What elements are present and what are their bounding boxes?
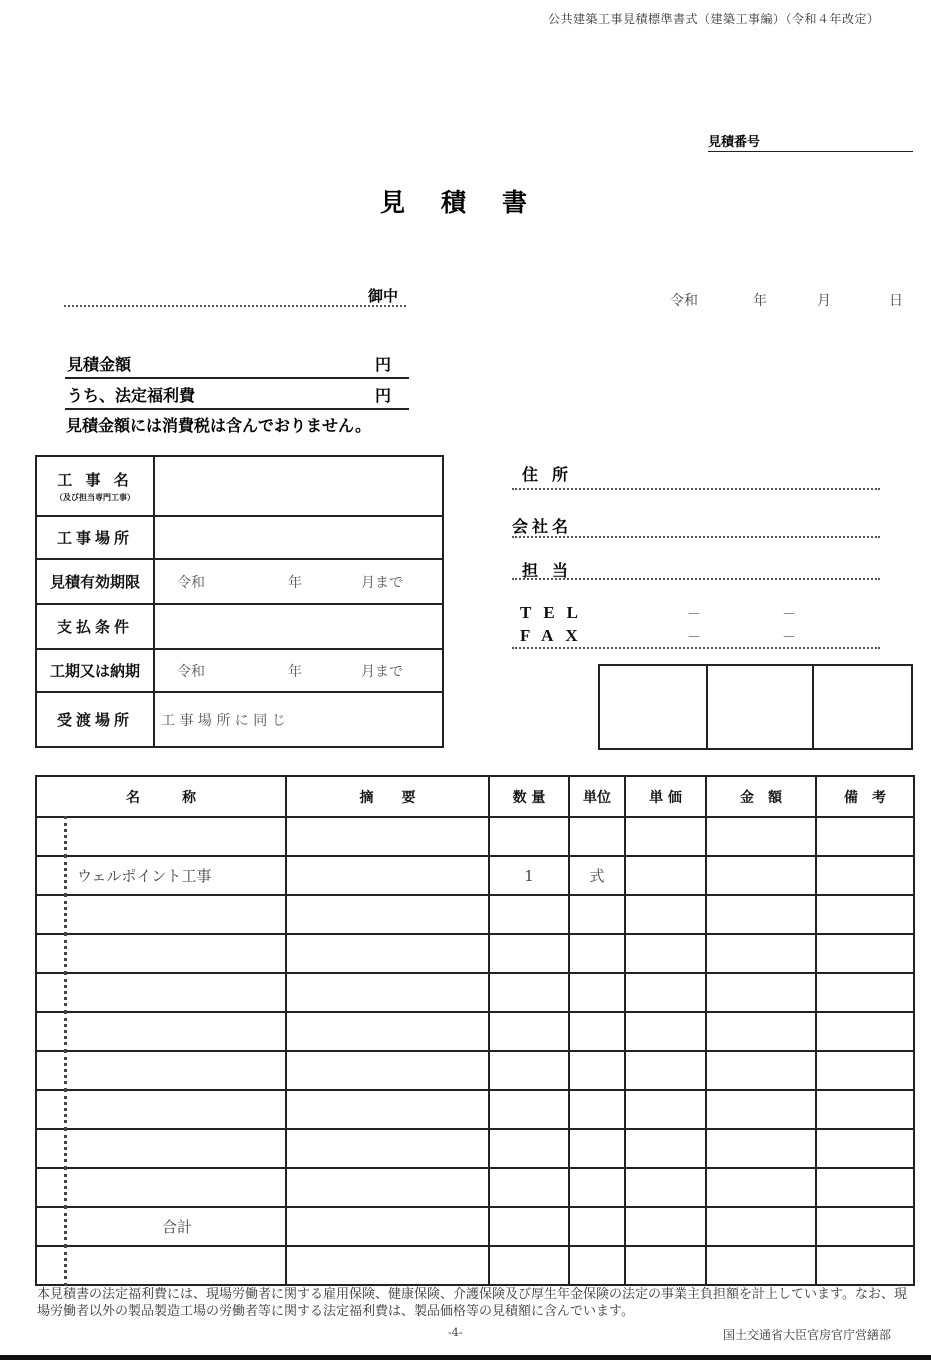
- item-amount-cell[interactable]: [706, 1090, 816, 1129]
- table-row: [36, 1012, 914, 1051]
- item-amount-cell[interactable]: [706, 1051, 816, 1090]
- item-summary-cell[interactable]: [286, 973, 489, 1012]
- item-remarks-cell[interactable]: [816, 934, 914, 973]
- item-name-cell[interactable]: ウェルポイント工事: [36, 856, 286, 895]
- validity-year: 年: [288, 574, 302, 591]
- stamp-box-1[interactable]: [598, 664, 708, 750]
- document-title: 見積書: [380, 188, 564, 217]
- period-era: 令和: [177, 663, 205, 680]
- item-amount-cell[interactable]: [706, 973, 816, 1012]
- item-remarks-cell[interactable]: [816, 1090, 914, 1129]
- item-unit-cell[interactable]: [569, 895, 625, 934]
- table-row: [36, 895, 914, 934]
- item-amount-cell[interactable]: [706, 856, 816, 895]
- item-summary-cell[interactable]: [286, 1090, 489, 1129]
- item-unit-cell[interactable]: [569, 934, 625, 973]
- item-unit-cell[interactable]: [569, 1090, 625, 1129]
- item-name-cell[interactable]: 合計: [36, 1207, 286, 1246]
- item-quantity-cell[interactable]: [489, 1129, 569, 1168]
- item-remarks-cell[interactable]: [816, 856, 914, 895]
- estimate-number-label: 見積番号: [708, 135, 761, 150]
- project-info-table: [35, 455, 444, 748]
- item-remarks-cell[interactable]: [816, 895, 914, 934]
- info-row-site: [36, 516, 443, 559]
- project-name-field[interactable]: [154, 456, 443, 516]
- validity-field[interactable]: [154, 559, 443, 604]
- item-summary-cell[interactable]: [286, 856, 489, 895]
- table-row: [36, 934, 914, 973]
- item-summary-cell[interactable]: [286, 1051, 489, 1090]
- total-row: [36, 1207, 914, 1246]
- item-name-cell[interactable]: [36, 973, 286, 1012]
- item-summary-cell[interactable]: [286, 1168, 489, 1207]
- address-label: 住所: [522, 465, 583, 484]
- info-row-delivery: [36, 692, 443, 747]
- table-row: [36, 856, 914, 895]
- item-amount-cell[interactable]: [706, 1129, 816, 1168]
- info-row-payment: [36, 604, 443, 649]
- col-header-remarks: 備 考: [816, 776, 914, 817]
- company-field[interactable]: [512, 514, 880, 538]
- tel-label: TEL: [520, 603, 591, 622]
- date-month: 月: [817, 293, 831, 309]
- item-unit-cell[interactable]: [569, 1012, 625, 1051]
- fax-dash-1: －: [687, 630, 701, 646]
- item-amount-cell[interactable]: [706, 1246, 816, 1285]
- delivery-place-value: 工 事 場 所 に 同 じ: [161, 712, 286, 729]
- item-amount-cell[interactable]: [706, 1207, 816, 1246]
- item-unit-price-cell[interactable]: [625, 973, 706, 1012]
- date-era: 令和: [670, 293, 698, 309]
- validity-era: 令和: [177, 574, 205, 591]
- item-summary-cell[interactable]: [286, 1246, 489, 1285]
- validity-label: 見積有効期限: [36, 559, 154, 604]
- validity-month: 月まで: [361, 574, 403, 591]
- payment-terms-field[interactable]: [154, 604, 443, 649]
- item-unit-cell[interactable]: [569, 817, 625, 856]
- item-remarks-cell[interactable]: [816, 973, 914, 1012]
- tax-exclusion-note: 見積金額には消費税は含んでおりません。: [66, 416, 371, 435]
- table-row: [36, 1051, 914, 1090]
- item-name-cell[interactable]: [36, 1090, 286, 1129]
- item-remarks-cell[interactable]: [816, 1129, 914, 1168]
- table-row: [36, 1129, 914, 1168]
- item-name-cell[interactable]: [36, 895, 286, 934]
- legal-welfare-footnote: 本見積書の法定福利費には、現場労働者に関する雇用保険、健康保険、介護保険及び厚生年金保険の法定の事業主負担額を計上しています。なお、現場労働者以外の製品製造工場の労働者等に関する法定福利費は、製品価格等の見積額に含んでいます。: [37, 1287, 907, 1319]
- form-standard-note: 公共建築工事見積標準書式（建築工事編）（令和４年改定）: [548, 12, 880, 26]
- item-unit-cell[interactable]: 式: [569, 856, 625, 895]
- period-label: 工期又は納期: [36, 649, 154, 692]
- item-quantity-cell[interactable]: [489, 895, 569, 934]
- estimate-amount-currency: 円: [374, 355, 391, 374]
- site-label: 工事場所: [36, 516, 154, 559]
- item-quantity-cell[interactable]: [489, 1012, 569, 1051]
- item-name-cell[interactable]: [36, 1051, 286, 1090]
- item-summary-cell[interactable]: [286, 817, 489, 856]
- person-label: 担当: [522, 561, 583, 580]
- date-year: 年: [753, 293, 767, 309]
- item-unit-cell[interactable]: [569, 1168, 625, 1207]
- item-unit-cell[interactable]: [569, 1129, 625, 1168]
- item-name-cell[interactable]: [36, 1168, 286, 1207]
- page-number: -4-: [448, 1326, 463, 1339]
- item-unit-price-cell[interactable]: [625, 1168, 706, 1207]
- item-summary-cell[interactable]: [286, 1129, 489, 1168]
- item-unit-cell[interactable]: [569, 973, 625, 1012]
- item-remarks-cell[interactable]: [816, 1012, 914, 1051]
- item-unit-price-cell[interactable]: [625, 856, 706, 895]
- period-year: 年: [288, 663, 302, 680]
- item-unit-price-cell[interactable]: [625, 1051, 706, 1090]
- site-field[interactable]: [154, 516, 443, 559]
- estimate-amount-label: 見積金額: [67, 355, 132, 374]
- stamp-box-2[interactable]: [704, 664, 814, 750]
- table-row: [36, 817, 914, 856]
- item-amount-cell[interactable]: [706, 1168, 816, 1207]
- fax-label: FAX: [520, 626, 590, 645]
- line-items-table: [35, 775, 915, 1286]
- fax-dash-2: －: [782, 630, 796, 646]
- item-quantity-cell[interactable]: 1: [489, 856, 569, 895]
- table-row: [36, 1246, 914, 1285]
- project-name-sublabel: （及び担当専門工事）: [55, 493, 135, 502]
- item-amount-cell[interactable]: [706, 817, 816, 856]
- date-day: 日: [889, 293, 903, 309]
- delivery-place-field[interactable]: [154, 692, 443, 747]
- item-name-cell[interactable]: [36, 1129, 286, 1168]
- item-unit-cell[interactable]: [569, 1246, 625, 1285]
- item-unit-cell[interactable]: [569, 1207, 625, 1246]
- item-remarks-cell[interactable]: [816, 817, 914, 856]
- welfare-cost-row[interactable]: [65, 378, 409, 410]
- item-summary-cell[interactable]: [286, 1012, 489, 1051]
- tel-dash-1: －: [687, 607, 701, 623]
- item-remarks-cell[interactable]: [816, 1051, 914, 1090]
- period-month: 月まで: [361, 663, 403, 680]
- item-unit-price-cell[interactable]: [625, 1129, 706, 1168]
- item-unit-price-cell[interactable]: [625, 934, 706, 973]
- item-quantity-cell[interactable]: [489, 1207, 569, 1246]
- stamp-box-3[interactable]: [812, 664, 913, 750]
- tel-dash-2: －: [782, 607, 796, 623]
- period-field[interactable]: [154, 649, 443, 692]
- fax-line[interactable]: [512, 647, 880, 649]
- item-quantity-cell[interactable]: [489, 934, 569, 973]
- item-quantity-cell[interactable]: [489, 817, 569, 856]
- item-quantity-cell[interactable]: [489, 1051, 569, 1090]
- item-remarks-cell[interactable]: [816, 1246, 914, 1285]
- item-unit-price-cell[interactable]: [625, 817, 706, 856]
- estimate-amount-row[interactable]: [65, 347, 409, 379]
- item-unit-price-cell[interactable]: [625, 1090, 706, 1129]
- table-row: [36, 973, 914, 1012]
- welfare-cost-currency: 円: [374, 386, 391, 405]
- item-name-cell[interactable]: [36, 934, 286, 973]
- addressee-suffix: 御中: [367, 287, 398, 305]
- page-bottom-border: [0, 1355, 931, 1360]
- item-amount-cell[interactable]: [706, 1012, 816, 1051]
- item-summary-cell[interactable]: [286, 1207, 489, 1246]
- col-header-summary: 摘 要: [286, 776, 489, 817]
- company-label: 会社名: [512, 517, 573, 536]
- welfare-cost-label: うち、法定福利費: [67, 386, 196, 405]
- item-name-cell[interactable]: [36, 1246, 286, 1285]
- col-header-quantity: 数 量: [489, 776, 569, 817]
- delivery-place-label: 受渡場所: [36, 692, 154, 747]
- item-amount-cell[interactable]: [706, 934, 816, 973]
- item-quantity-cell[interactable]: [489, 1090, 569, 1129]
- issuing-department: 国土交通省大臣官房官庁営繕部: [723, 1328, 892, 1342]
- item-unit-price-cell[interactable]: [625, 1207, 706, 1246]
- item-unit-price-cell[interactable]: [625, 895, 706, 934]
- item-quantity-cell[interactable]: [489, 973, 569, 1012]
- item-quantity-cell[interactable]: [489, 1168, 569, 1207]
- table-row: [36, 1090, 914, 1129]
- item-remarks-cell[interactable]: [816, 1168, 914, 1207]
- col-header-unit-price: 単 価: [625, 776, 706, 817]
- item-amount-cell[interactable]: [706, 895, 816, 934]
- project-name-label: 工 事 名: [57, 471, 133, 489]
- estimate-number-field[interactable]: [708, 131, 913, 152]
- item-quantity-cell[interactable]: [489, 1246, 569, 1285]
- address-field[interactable]: [512, 462, 880, 490]
- item-unit-price-cell[interactable]: [625, 1012, 706, 1051]
- addressee-field[interactable]: [64, 285, 406, 307]
- item-remarks-cell[interactable]: [816, 1207, 914, 1246]
- payment-terms-label: 支払条件: [36, 604, 154, 649]
- info-row-validity: [36, 559, 443, 604]
- item-summary-cell[interactable]: [286, 895, 489, 934]
- col-header-name: 名 称: [36, 776, 286, 817]
- item-name-cell[interactable]: [36, 1012, 286, 1051]
- col-header-unit: 単位: [569, 776, 625, 817]
- table-row: [36, 1168, 914, 1207]
- item-name-cell[interactable]: [36, 817, 286, 856]
- item-summary-cell[interactable]: [286, 934, 489, 973]
- items-header-row: [36, 776, 914, 817]
- col-header-amount: 金 額: [706, 776, 816, 817]
- info-row-period: [36, 649, 443, 692]
- person-field[interactable]: [512, 558, 880, 580]
- item-unit-cell[interactable]: [569, 1051, 625, 1090]
- item-unit-price-cell[interactable]: [625, 1246, 706, 1285]
- info-row-project-name: [36, 456, 443, 516]
